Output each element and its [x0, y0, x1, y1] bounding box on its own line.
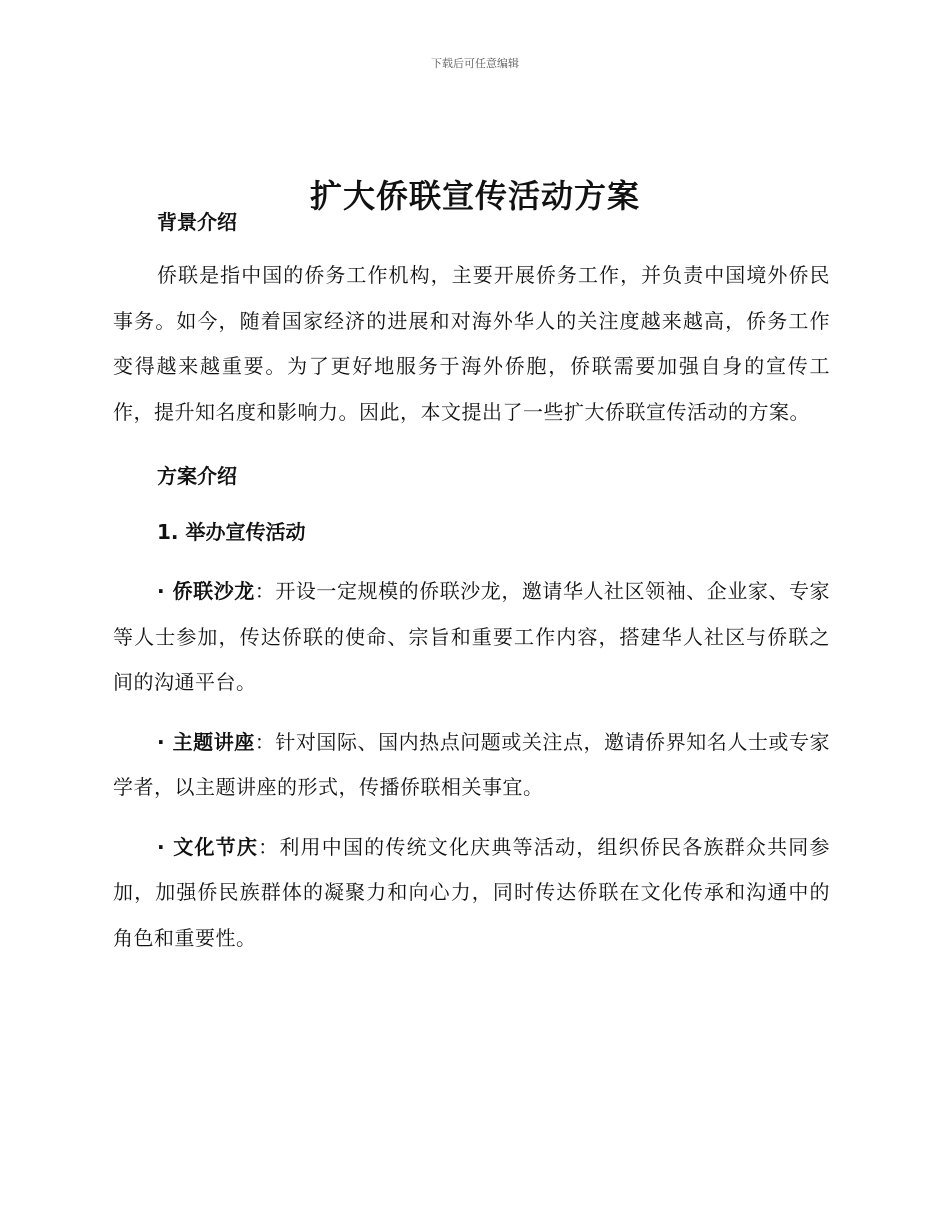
plan-item-text: ：针对国际、国内热点问题或关注点，邀请侨界知名人士或专家学者，以主题讲座的形式，传播侨联相关事宜。 [113, 729, 831, 799]
plan-subheading: 1. 举办宣传活动 [157, 520, 306, 544]
plan-item-text: ：开设一定规模的侨联沙龙，邀请华人社区领袖、企业家、专家等人士参加，传达侨联的使命、宗旨和重要工作内容，搭建华人社区与侨联之间的沟通平台。 [113, 579, 831, 694]
background-heading: 背景介绍 [157, 210, 237, 234]
plan-item-salon [113, 569, 830, 706]
plan-item-festival [113, 825, 830, 962]
document-body [113, 205, 830, 961]
plan-item-label: · 主题讲座 [157, 729, 255, 754]
document-title: 扩大侨联宣传活动方案 [309, 177, 640, 216]
background-paragraph: 侨联是指中国的侨务工作机构，主要开展侨务工作，并负责中国境外侨民事务。如今，随着国家经济的进展和对海外华人的关注度越来越高，侨务工作变得越来越重要。为了更好地服务于海外侨胞，侨联需要加强自身的宣传工作，提升知名度和影响力。因此，本文提出了一些扩大侨联宣传活动的方案。 [113, 263, 830, 424]
plan-heading: 方案介绍 [157, 464, 237, 488]
plan-item-lecture [113, 720, 830, 811]
plan-item-label: · 文化节庆 [157, 834, 259, 859]
plan-item-label: · 侨联沙龙 [157, 579, 255, 603]
page-header-note: 下载后可任意编辑 [431, 57, 519, 70]
plan-item-text: ：利用中国的传统文化庆典等活动，组织侨民各族群众共同参加，加强侨民族群体的凝聚力和向心力，同时传达侨联在文化传承和沟通中的角色和重要性。 [113, 834, 831, 950]
